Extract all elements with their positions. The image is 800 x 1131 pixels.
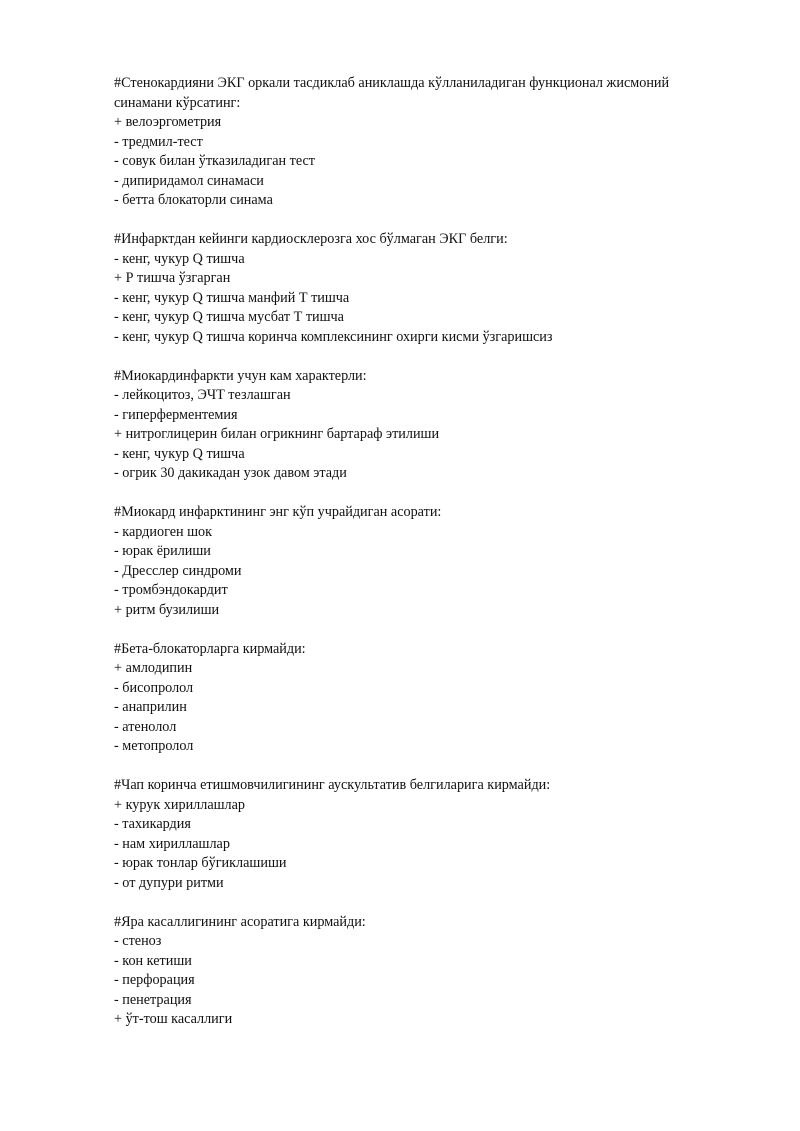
option-marker: - (114, 153, 119, 169)
option-marker: - (114, 816, 119, 832)
option-marker: - (114, 328, 119, 345)
option-text: Р тишча ўзгарган (125, 270, 231, 286)
answer-option (114, 406, 714, 426)
question-block (114, 367, 714, 484)
option-text: тромбэндокардит (122, 582, 228, 598)
answer-option (114, 737, 714, 757)
option-marker: - (114, 855, 119, 871)
question-text: #Яра касаллигининг асоратига кирмайди: (114, 913, 366, 930)
answer-option (114, 152, 714, 172)
option-marker: - (114, 172, 119, 189)
question-block (114, 776, 714, 893)
question-text: #Бета-блокаторларга кирмайди: (114, 640, 306, 657)
option-marker: - (114, 309, 119, 325)
answer-option (114, 386, 714, 406)
option-text: кенг, чукур Q тишча манфий Т тишча (122, 289, 350, 306)
question-text: #Миокардинфаркти учун кам характерли: (114, 367, 367, 384)
option-text: кенг, чукур Q тишча мусбат Т тишча (122, 309, 344, 325)
option-marker: - (114, 679, 119, 696)
option-marker: - (114, 738, 119, 754)
option-marker: - (114, 933, 119, 949)
option-text: нам хириллашлар (122, 835, 230, 852)
option-marker: - (114, 582, 119, 598)
option-marker: + (114, 601, 123, 618)
option-text: юрак тонлар бўгиклашиши (122, 855, 287, 871)
option-text: амлодипин (125, 660, 193, 676)
answer-option (114, 464, 714, 484)
question-block (114, 503, 714, 620)
answer-option (114, 328, 714, 348)
option-text: курук хириллашлар (125, 796, 246, 813)
answer-option (114, 698, 714, 718)
option-text: Дресслер синдроми (122, 562, 242, 579)
option-marker: - (114, 133, 119, 150)
answer-option (114, 971, 714, 991)
answer-option (114, 250, 714, 270)
answer-option (114, 932, 714, 952)
answer-option (114, 562, 714, 582)
option-marker: + (114, 796, 123, 813)
option-marker: - (114, 952, 119, 969)
option-marker: - (114, 406, 119, 423)
question-text: #Стенокардияни ЭКГ оркали тасдиклаб аниклашда кўлланиладиган функционал жисмоний синамани кўрсатинг: (114, 75, 670, 111)
option-text: ўт-тош касаллиги (125, 1011, 233, 1027)
answer-option-correct (114, 601, 714, 621)
answer-option (114, 991, 714, 1011)
answer-option-correct (114, 659, 714, 679)
option-marker: - (114, 562, 119, 579)
option-marker: + (114, 426, 123, 442)
option-marker: - (114, 972, 119, 988)
option-text: ритм бузилиши (125, 601, 220, 618)
question-block (114, 913, 714, 1030)
option-text: дипиридамол синамаси (122, 172, 264, 189)
answer-option-correct (114, 796, 714, 816)
answer-option (114, 445, 714, 465)
option-text: бисопролол (122, 679, 194, 696)
option-marker: - (114, 835, 119, 852)
option-text: кенг, чукур Q тишча коринча комплексининг охирги кисми ўзгаришсиз (122, 328, 553, 345)
question-text: #Миокард инфарктининг энг кўп учрайдиган асорати: (114, 504, 442, 520)
answer-option (114, 191, 714, 211)
answer-option (114, 172, 714, 192)
answer-option (114, 815, 714, 835)
option-marker: - (114, 523, 119, 540)
question-block (114, 74, 714, 211)
answer-option (114, 308, 714, 328)
option-text: перфорация (122, 972, 195, 988)
option-text: бетта блокаторли синама (122, 192, 273, 208)
option-marker: - (114, 543, 119, 559)
answer-option (114, 542, 714, 562)
option-marker: - (114, 718, 119, 735)
answer-option (114, 952, 714, 972)
option-text: тредмил-тест (122, 133, 203, 150)
answer-option (114, 874, 714, 894)
answer-option (114, 835, 714, 855)
option-marker: + (114, 660, 123, 676)
option-text: от дупури ритми (122, 874, 224, 891)
answer-option (114, 581, 714, 601)
question-block (114, 640, 714, 757)
question-list (114, 74, 714, 1049)
option-text: анаприлин (122, 699, 187, 715)
answer-option-correct (114, 269, 714, 289)
answer-option-correct (114, 1010, 714, 1030)
option-text: стеноз (122, 933, 162, 949)
option-marker: - (114, 991, 119, 1008)
option-text: совук билан ўтказиладиган тест (122, 153, 316, 169)
option-text: атенолол (122, 718, 177, 735)
option-marker: - (114, 192, 119, 208)
answer-option-correct (114, 425, 714, 445)
option-marker: - (114, 289, 119, 306)
option-text: юрак ёрилиши (122, 543, 211, 559)
question-text: #Чап коринча етишмовчилигининг аускультатив белгиларига кирмайди: (114, 777, 551, 793)
answer-option-correct (114, 113, 714, 133)
answer-option (114, 133, 714, 153)
answer-option (114, 523, 714, 543)
option-text: кенг, чукур Q тишча (122, 250, 245, 267)
option-text: кон кетиши (122, 952, 192, 969)
option-text: нитроглицерин билан огрикнинг бартараф этилиши (125, 426, 440, 442)
option-text: велоэргометрия (125, 114, 222, 130)
option-marker: - (114, 465, 119, 481)
option-text: тахикардия (122, 816, 191, 832)
option-text: кардиоген шок (122, 523, 213, 540)
option-text: огрик 30 дакикадан узок давом этади (122, 465, 347, 481)
option-marker: - (114, 699, 119, 715)
option-text: лейкоцитоз, ЭЧТ тезлашган (122, 387, 291, 403)
option-marker: + (114, 270, 123, 286)
option-text: пенетрация (122, 991, 192, 1008)
option-text: метопролол (122, 738, 194, 754)
option-text: кенг, чукур Q тишча (122, 445, 245, 462)
option-marker: - (114, 387, 119, 403)
answer-option (114, 718, 714, 738)
option-marker: + (114, 1011, 123, 1027)
option-marker: - (114, 874, 119, 891)
answer-option (114, 679, 714, 699)
question-text: #Инфарктдан кейинги кардиосклерозга хос бўлмаган ЭКГ белги: (114, 231, 508, 247)
option-text: гиперферментемия (122, 406, 238, 423)
option-marker: - (114, 445, 119, 462)
answer-option (114, 854, 714, 874)
answer-option (114, 289, 714, 309)
question-block (114, 230, 714, 347)
option-marker: - (114, 250, 119, 267)
option-marker: + (114, 114, 123, 130)
